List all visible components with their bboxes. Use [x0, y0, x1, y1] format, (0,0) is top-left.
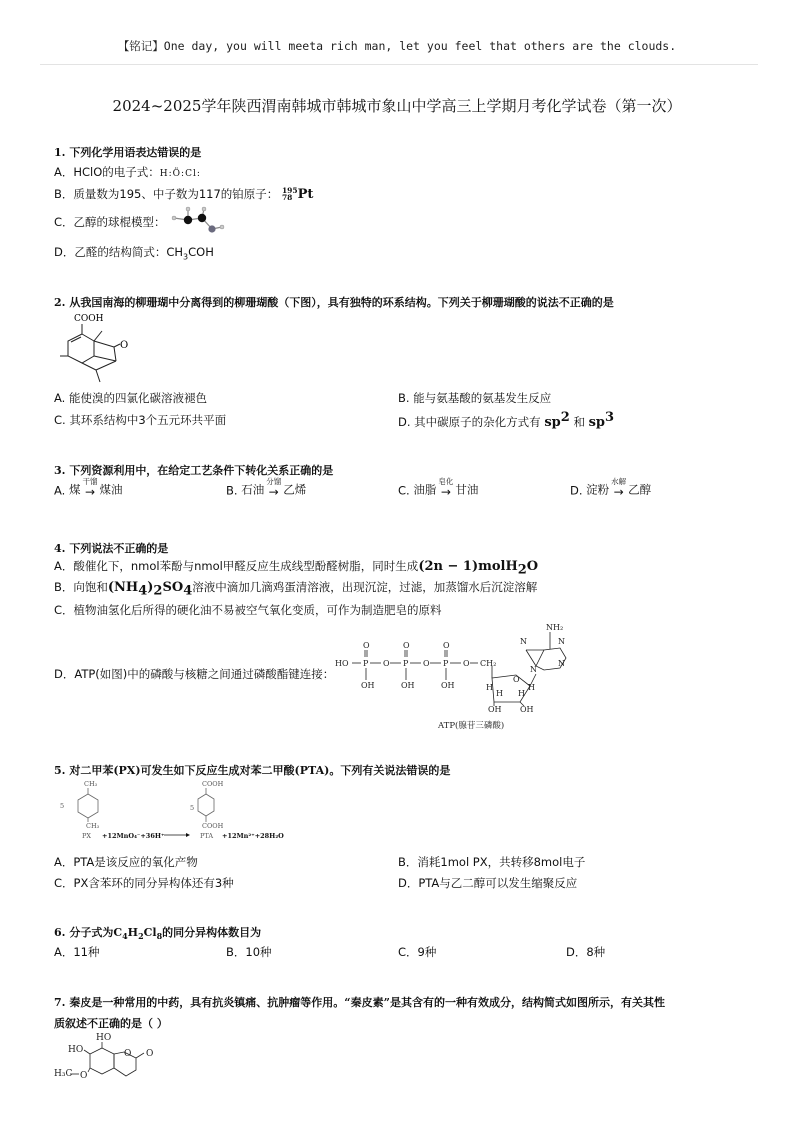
q2-sp2: sp — [544, 414, 561, 430]
right-arrow-icon: → — [440, 484, 451, 499]
q3-c-from: 油脂 — [413, 482, 437, 497]
fraxetin-ring-o: O — [124, 1049, 132, 1059]
q6-f2: H — [127, 926, 139, 939]
q6-stem-post: 的同分异构体数目为 — [162, 926, 262, 939]
q4-option-a — [54, 558, 538, 577]
q4-a-math-post: O — [526, 559, 539, 574]
q4-option-c: C．植物油氢化后所得的硬化油不易被空气氧化变质，可作为制造肥皂的原料 — [54, 603, 442, 617]
q3-c-arrow — [438, 478, 453, 498]
q4-option-d: D．ATP(如图)中的磷酸与核糖之间通过磷酸酯键连接： — [54, 667, 335, 681]
right-arrow-icon: → — [84, 484, 96, 499]
px-coefficient: 5 — [60, 802, 65, 810]
px-ch3-top: CH₃ — [84, 780, 98, 788]
atp-oh-3: OH — [441, 681, 455, 690]
q2-ketone-o: O — [120, 340, 129, 351]
atp-ho: HO — [335, 659, 349, 668]
atp-p-2: P — [403, 659, 409, 668]
q3-d-label: D. — [570, 483, 583, 498]
licoric-acid-structure — [56, 310, 136, 390]
header-divider — [40, 64, 758, 65]
q7-stem-line1: 7. 秦皮是一种常用的中药，具有抗炎镇痛、抗肿瘤等作用。“秦皮素”是其含有的一种有效成分，结构简式如图所示，有关其性 — [54, 996, 665, 1009]
header-motto: 【铭记】One day, you will meeta rich man, let you feel that others are the clouds. — [117, 39, 677, 53]
q2-sp3: sp — [588, 414, 606, 430]
right-arrow-icon: → — [613, 484, 624, 499]
q5-option-a: A．PTA是该反应的氧化产物 — [54, 855, 198, 869]
atp-caption: ATP(腺苷三磷酸) — [438, 721, 505, 731]
q1-stem: 1. 下列化学用语表达错误的是 — [54, 146, 202, 159]
pta-coefficient: 5 — [190, 804, 195, 812]
q2-stem: 2. 从我国南海的柳珊瑚中分离得到的柳珊瑚酸（下图），具有独特的环系结构。下列关于柳珊瑚酸的说法不正确的是 — [54, 296, 614, 309]
atp-structure — [330, 620, 590, 732]
q3-option-d — [570, 478, 651, 498]
q6-s2: 2 — [138, 931, 144, 942]
q6-option-c: C．9种 — [398, 945, 437, 959]
q3-d-from: 淀粉 — [586, 482, 610, 497]
q4-b-sub2: 2 — [153, 583, 163, 599]
atp-n-2: N — [558, 659, 565, 668]
q4-b-so: SO — [162, 580, 184, 595]
q3-c-to: 甘油 — [455, 482, 479, 497]
q3-b-label: B. — [226, 483, 238, 498]
q3-d-arrow — [611, 478, 626, 498]
atp-oh-ribose-2: OH — [520, 705, 534, 714]
px-ch3-bottom: CH₃ — [86, 822, 100, 830]
atp-n-1: N — [558, 637, 565, 646]
q4-a-pre: A．酸催化下，nmol苯酚与nmol甲醛反应生成线型酚醛树脂，同时生成 — [54, 559, 419, 573]
atp-n-4: N — [530, 665, 537, 674]
q7-stem-line2: 质叙述不正确的是（ ） — [54, 1017, 168, 1030]
q3-d-to: 乙醇 — [628, 482, 652, 497]
atp-nh2: NH₂ — [546, 623, 564, 632]
fraxetin-methoxy-o: O — [80, 1071, 88, 1081]
fraxetin-ho-top: HO — [96, 1033, 112, 1043]
q4-option-b — [54, 579, 537, 598]
q2-cooh-label: COOH — [74, 314, 104, 324]
q6-stem — [54, 924, 261, 941]
q2-sp3-sup: 3 — [605, 410, 615, 425]
q6-f3: Cl — [143, 926, 157, 939]
q6-stem-pre: 6. 分子式为 — [54, 926, 114, 939]
q4-a-math: (2n − 1)molH — [418, 559, 518, 574]
pta-cooh-bottom: COOH — [202, 822, 224, 830]
q1-element-symbol: Pt — [297, 187, 314, 202]
q6-option-d: D．8种 — [566, 945, 606, 959]
q1-option-c-text: C．乙醇的球棍模型： — [54, 215, 166, 229]
q5-option-b: B．消耗1mol PX，共转移8mol电子 — [398, 855, 586, 869]
fraxetin-carbonyl-o: O — [146, 1049, 154, 1059]
q6-s1: 4 — [122, 931, 128, 942]
q1-option-d-pre: D．乙醛的结构简式：CH — [54, 245, 184, 259]
q3-b-cond: 分馏 — [266, 477, 282, 486]
q3-stem: 3. 下列资源利用中，在给定工艺条件下转化关系正确的是 — [54, 464, 334, 477]
q3-c-cond: 皂化 — [438, 477, 454, 486]
atp-o-2: O — [403, 641, 410, 650]
atp-o-3: O — [443, 641, 450, 650]
q4-b-pre: B．向饱和 — [54, 580, 108, 594]
q1-nuclide-numbers — [281, 185, 298, 202]
fraxetin-structure — [54, 1030, 164, 1086]
px-label: PX — [82, 832, 92, 840]
q1-option-d — [54, 244, 214, 261]
atp-ch2: CH₂ — [480, 659, 497, 668]
q3-b-to: 乙烯 — [283, 482, 307, 497]
q1-option-d-sub: 3 — [183, 252, 189, 262]
q4-b-mid: ) — [147, 580, 154, 595]
q6-f1: C — [113, 926, 123, 939]
q2-option-c: C. 其环系结构中3个五元环共平面 — [54, 413, 227, 427]
q3-a-arrow — [82, 478, 97, 498]
q1-option-a-text: A．HClO的电子式： — [54, 165, 160, 179]
atp-oh-2: OH — [401, 681, 415, 690]
q5-option-c: C．PX含苯环的同分异构体还有3种 — [54, 876, 234, 890]
q4-b-sub3: 4 — [183, 583, 193, 599]
atp-ring-o: O — [513, 675, 520, 684]
q2-option-d-pre: D. 其中碳原子的杂化方式有 — [398, 414, 545, 429]
q1-option-a-formula: H:Ö:Cl: — [159, 169, 201, 179]
pta-label: PTA — [200, 832, 214, 840]
equation-left: +12MnO₄⁻+36H⁺ — [102, 832, 165, 840]
page-title: 2024~2025学年陕西渭南韩城市韩城市象山中学高三上学期月考化学试卷（第一次） — [112, 97, 682, 115]
q3-option-a — [54, 478, 122, 498]
q2-and: 和 — [569, 414, 589, 429]
atp-o-link-1: O — [383, 659, 390, 668]
ethanol-ball-stick-model — [168, 205, 228, 235]
q6-option-a: A．11种 — [54, 945, 100, 959]
atp-o-1: O — [363, 641, 370, 650]
atp-h-1: H — [486, 683, 493, 692]
q3-a-label: A. — [54, 483, 66, 498]
atp-h-2: H — [528, 683, 535, 692]
q1-mass-number: 195 — [281, 185, 298, 195]
q4-stem: 4. 下列说法不正确的是 — [54, 542, 169, 555]
q2-option-b: B. 能与氨基酸的氨基发生反应 — [398, 391, 552, 405]
q2-option-a: A. 能使溴的四氯化碳溶液褪色 — [54, 391, 207, 405]
q3-a-cond: 干馏 — [82, 477, 98, 486]
atp-oh-1: OH — [361, 681, 375, 690]
q3-b-arrow — [266, 478, 281, 498]
q3-option-c — [398, 478, 478, 498]
q3-a-to: 煤油 — [99, 482, 123, 497]
atp-o-link-2: O — [423, 659, 430, 668]
q1-option-a — [54, 164, 201, 180]
pta-cooh-top: COOH — [202, 780, 224, 788]
atp-oh-ribose-1: OH — [488, 705, 502, 714]
q4-b-sub1: 4 — [138, 583, 148, 599]
q3-a-from: 煤 — [68, 482, 81, 497]
q3-c-label: C. — [398, 483, 410, 498]
q4-a-math-sub: 2 — [517, 562, 527, 578]
right-arrow-icon: → — [268, 484, 279, 499]
q5-stem: 5. 对二甲苯(PX)可发生如下反应生成对苯二甲酸(PTA)。下列有关说法错误的是 — [54, 764, 451, 777]
equation-right: +12Mn²⁺+28H₂O — [222, 832, 284, 840]
atp-n-3: N — [520, 637, 527, 646]
q1-option-b — [54, 186, 313, 202]
q1-option-b-text: B．质量数为195、中子数为117的铂原子： — [54, 187, 279, 201]
atp-h-3: H — [496, 689, 503, 698]
q3-d-cond: 水解 — [611, 477, 627, 486]
q4-b-post: 溶液中滴加几滴鸡蛋清溶液，出现沉淀，过滤，加蒸馏水后沉淀溶解 — [192, 580, 538, 594]
q2-sp2-sup: 2 — [560, 410, 570, 425]
q5-option-d: D．PTA与乙二醇可以发生缩聚反应 — [398, 876, 578, 890]
fraxetin-h3c: H₃C — [54, 1069, 73, 1079]
atp-p-3: P — [443, 659, 449, 668]
q3-option-b — [226, 478, 306, 498]
px-oxidation-equation — [56, 778, 306, 848]
q6-option-b: B．10种 — [226, 945, 272, 959]
q6-s3: 8 — [156, 931, 163, 942]
fraxetin-ho-left: HO — [68, 1045, 84, 1055]
q3-b-from: 石油 — [241, 482, 265, 497]
q2-option-d — [398, 410, 614, 430]
q1-option-c — [54, 214, 166, 230]
atp-o-link-3: O — [463, 659, 470, 668]
q1-option-d-post: COH — [188, 245, 214, 259]
q1-atomic-number: 78 — [281, 192, 293, 202]
atp-h-4: H — [518, 689, 525, 698]
atp-p-1: P — [363, 659, 369, 668]
q4-b-math: (NH — [107, 580, 139, 595]
